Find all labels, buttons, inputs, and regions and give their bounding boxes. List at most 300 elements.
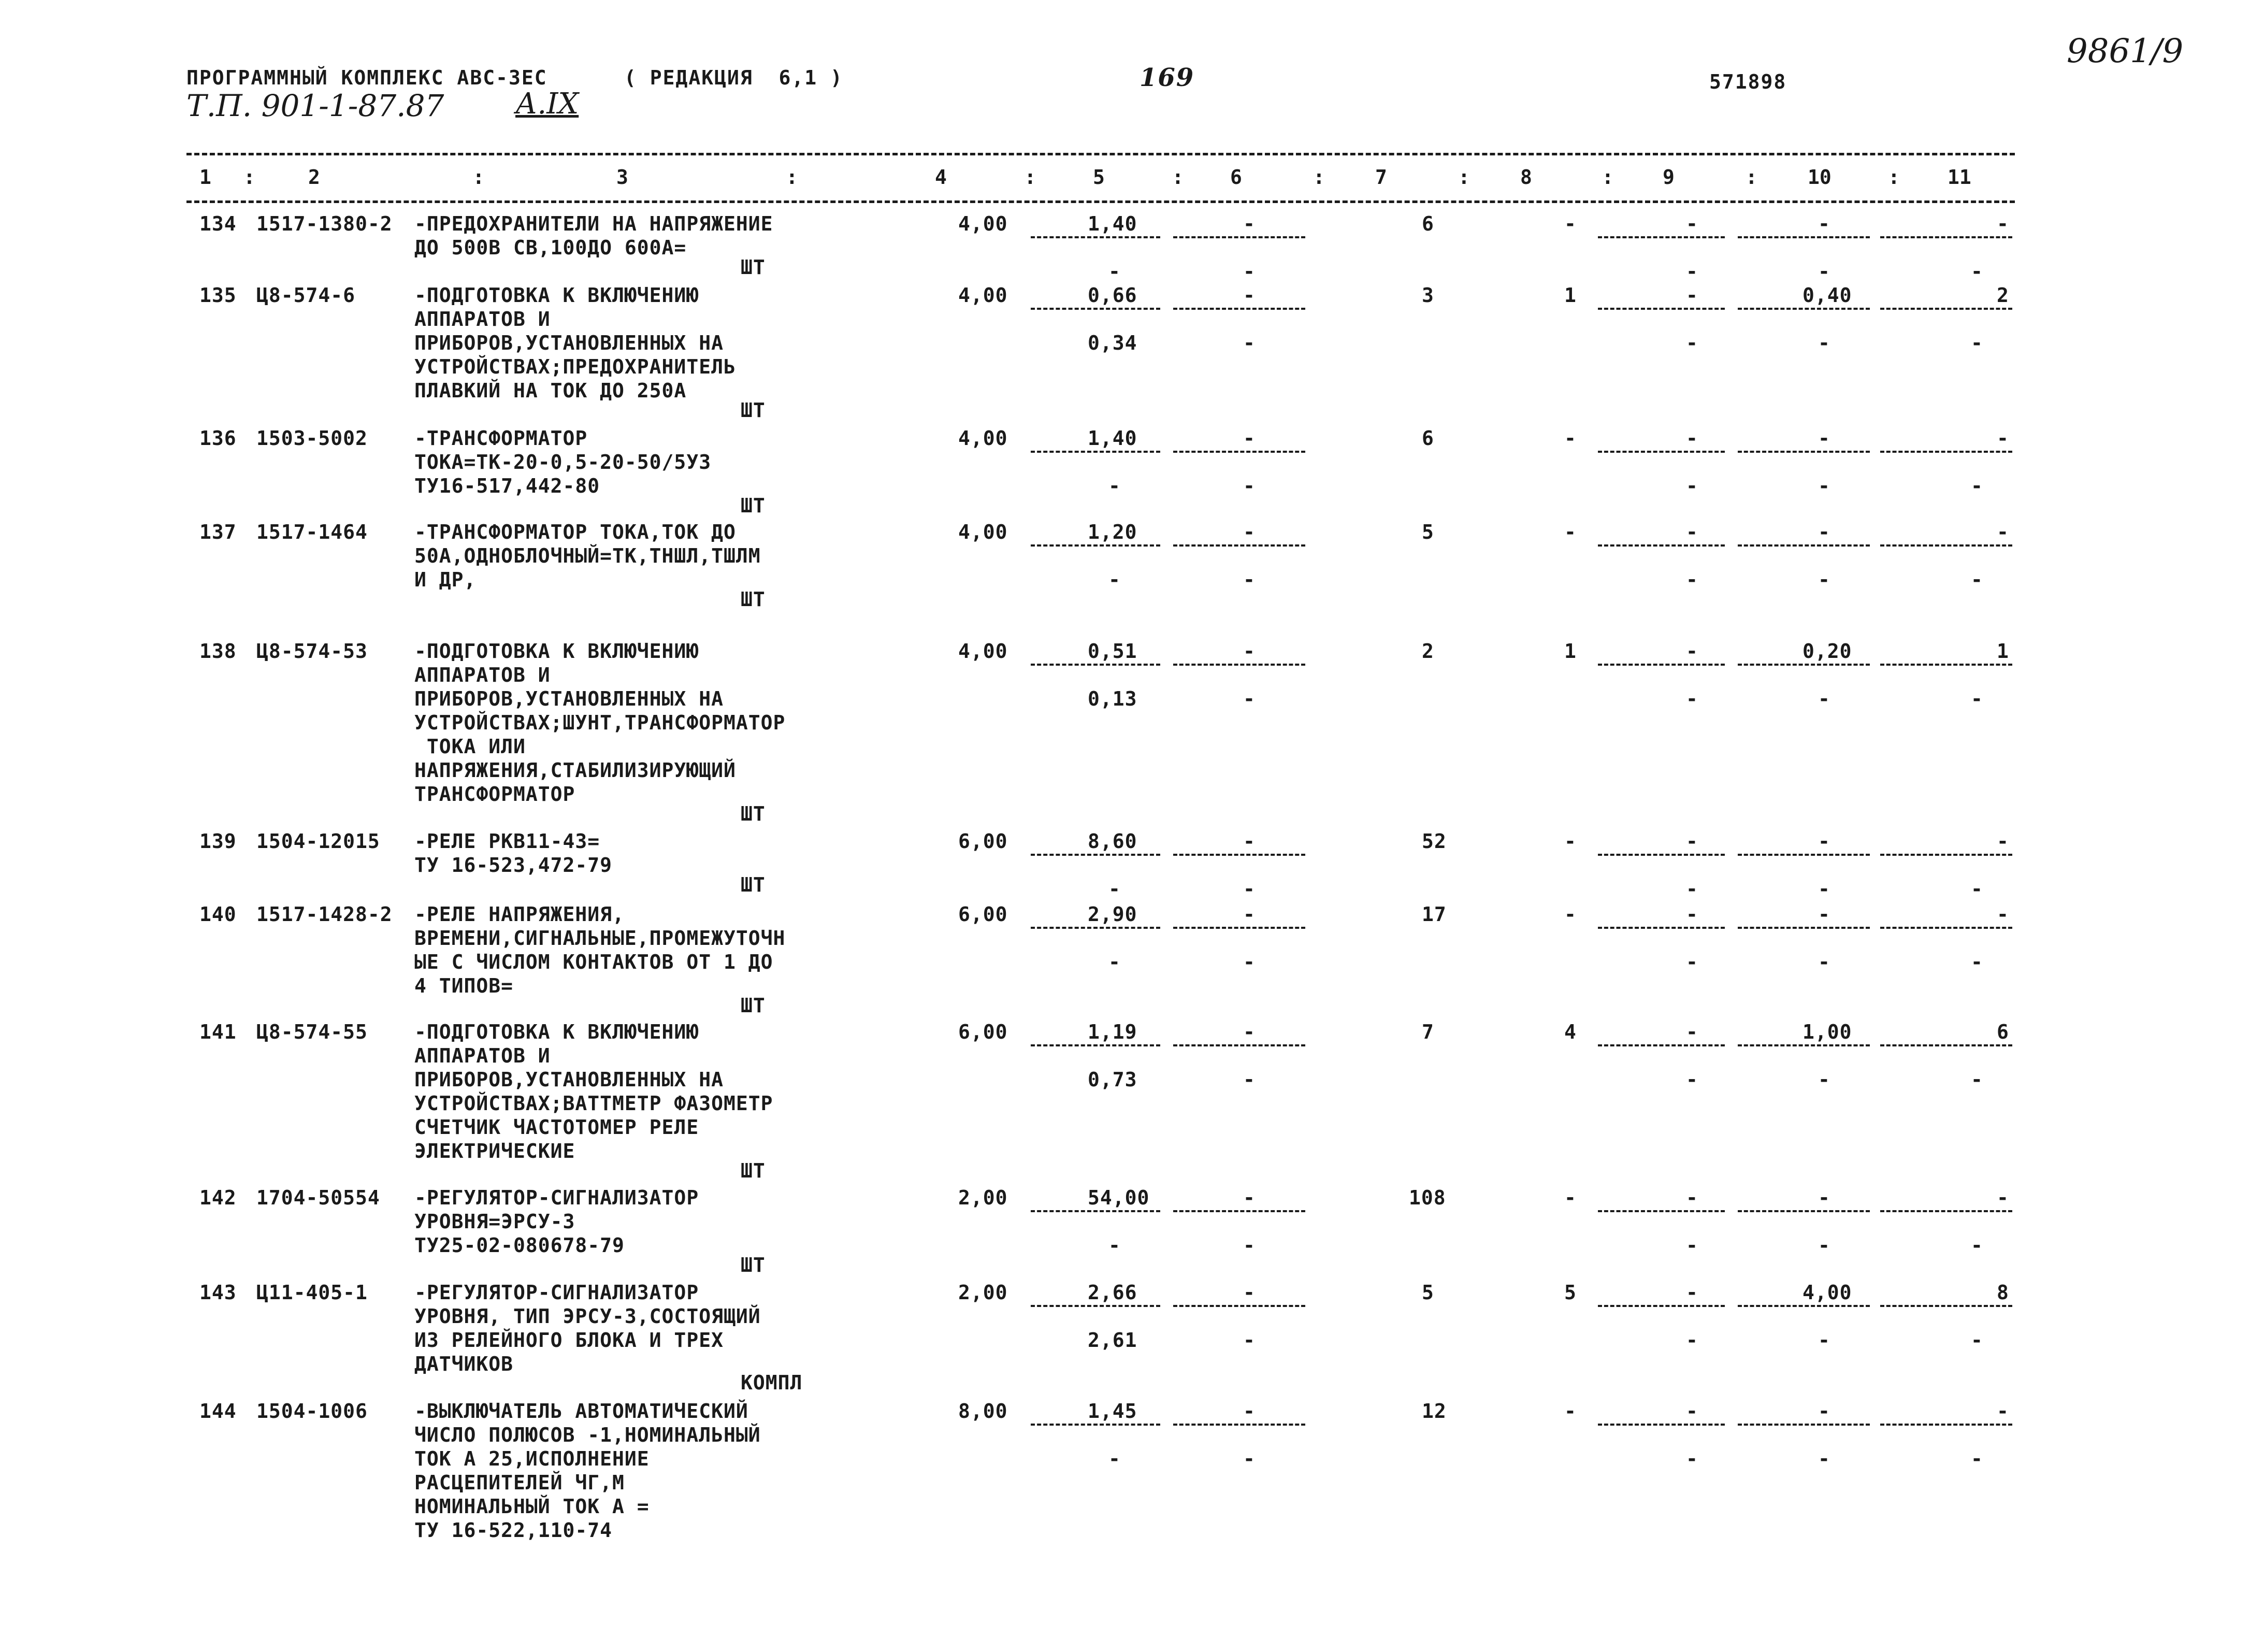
col7-value: 2 — [1422, 640, 1434, 663]
col6-top: - — [1243, 830, 1256, 853]
col6-top: - — [1243, 212, 1256, 235]
col5-bottom: - — [1108, 1447, 1121, 1470]
col5-top: 2,66 — [1088, 1281, 1137, 1304]
col7-value: 7 — [1422, 1021, 1434, 1043]
column-header-8: 8 — [1520, 166, 1532, 189]
col6-bottom: - — [1243, 1329, 1256, 1352]
column-divider: : — [786, 166, 798, 189]
col10-bottom: - — [1818, 475, 1830, 497]
column-header-11: 11 — [1948, 166, 1971, 189]
col6-top: - — [1243, 427, 1256, 450]
col5-bottom: - — [1108, 568, 1121, 591]
cell-rule — [1738, 544, 1870, 547]
col9-top: - — [1686, 1186, 1698, 1209]
col11-top: - — [1997, 427, 2009, 450]
col9-top: - — [1686, 1021, 1698, 1043]
row-number: 136 — [199, 427, 237, 450]
cell-rule — [1598, 236, 1725, 238]
row-code: 1517-1380-2 — [256, 212, 393, 235]
cell-rule — [1031, 1044, 1160, 1046]
col7-value: 6 — [1422, 212, 1434, 235]
column-divider: : — [1746, 166, 1757, 189]
col8-value: - — [1564, 830, 1577, 853]
row-description-line: РАСЦЕПИТЕЛЕЙ ЧГ,М — [414, 1471, 625, 1494]
row-description-line: ТУ 16-522,110-74 — [414, 1519, 613, 1542]
col9-bottom: - — [1686, 568, 1698, 591]
col10-bottom: - — [1818, 260, 1830, 283]
row-description-line: ЭЛЕКТРИЧЕСКИЕ — [414, 1140, 575, 1162]
cell-rule — [1031, 927, 1160, 929]
col11-top: - — [1997, 1400, 2009, 1423]
row-number: 143 — [199, 1281, 237, 1304]
col9-top: - — [1686, 1400, 1698, 1423]
column-header-9: 9 — [1663, 166, 1675, 189]
column-divider: : — [1313, 166, 1325, 189]
row-number: 140 — [199, 903, 237, 926]
col6-top: - — [1243, 1281, 1256, 1304]
cell-rule — [1031, 451, 1160, 453]
cell-rule — [1173, 451, 1305, 453]
cell-rule — [1738, 664, 1870, 666]
column-header-2: 2 — [308, 166, 320, 189]
col11-top: 8 — [1997, 1281, 2009, 1304]
cell-rule — [1173, 927, 1305, 929]
row-description-line: -ПОДГОТОВКА К ВКЛЮЧЕНИЮ — [414, 640, 699, 663]
table-header-rule — [186, 200, 2015, 203]
archive-stamp: 9861/9 — [2067, 32, 2184, 70]
column-divider: : — [472, 166, 485, 189]
col10-bottom: - — [1818, 687, 1830, 710]
col4-value: 4,00 — [958, 212, 1008, 235]
col6-top: - — [1243, 640, 1256, 663]
cell-rule — [1031, 544, 1160, 547]
row-number: 141 — [199, 1021, 237, 1043]
column-header-6: 6 — [1230, 166, 1242, 189]
col8-value: 1 — [1564, 640, 1577, 663]
cell-rule — [1031, 1424, 1160, 1426]
column-header-10: 10 — [1808, 166, 1832, 189]
row-description-line: ТОКА=ТК-20-0,5-20-50/5У3 — [414, 451, 712, 473]
album-label: А.IX — [515, 87, 579, 121]
col4-value: 4,00 — [958, 427, 1008, 450]
row-unit: ШТ — [741, 1159, 766, 1182]
col11-bottom: - — [1971, 878, 1983, 900]
cell-rule — [1598, 664, 1725, 666]
col11-top: 2 — [1997, 284, 2009, 307]
col7-value: 17 — [1422, 903, 1447, 926]
column-header-1: 1 — [199, 166, 211, 189]
row-description-line: ПЛАВКИЙ НА ТОК ДО 250А — [414, 379, 687, 402]
cell-rule — [1031, 236, 1160, 238]
col9-top: - — [1686, 830, 1698, 853]
row-description-line: ДО 500В СВ,100ДО 600А= — [414, 236, 687, 259]
row-unit: ШТ — [741, 994, 766, 1017]
row-description-line: ТОКА ИЛИ — [414, 735, 526, 758]
col5-top: 1,40 — [1088, 427, 1137, 450]
col4-value: 8,00 — [958, 1400, 1008, 1423]
row-unit: ШТ — [741, 256, 766, 279]
cell-rule — [1173, 1424, 1305, 1426]
col6-bottom: - — [1243, 568, 1256, 591]
table-top-rule — [186, 153, 2015, 155]
col9-bottom: - — [1686, 260, 1698, 283]
cell-rule — [1880, 1305, 2012, 1307]
col5-top: 2,90 — [1088, 903, 1137, 926]
cell-rule — [1880, 1210, 2012, 1212]
row-description-line: -ТРАНСФОРМАТОР — [414, 427, 588, 450]
row-description-line: И ДР, — [414, 568, 477, 591]
col11-top: - — [1997, 903, 2009, 926]
col4-value: 6,00 — [958, 1021, 1008, 1043]
col10-top: - — [1818, 1186, 1830, 1209]
cell-rule — [1738, 1305, 1870, 1307]
row-number: 135 — [199, 284, 237, 307]
column-divider: : — [1024, 166, 1036, 189]
row-unit: ШТ — [741, 588, 766, 611]
col6-top: - — [1243, 903, 1256, 926]
cell-rule — [1173, 854, 1305, 856]
row-description-line: УСТРОЙСТВАХ;ВАТТМЕТР ФАЗОМЕТР — [414, 1092, 773, 1115]
cell-rule — [1738, 1424, 1870, 1426]
cell-rule — [1880, 664, 2012, 666]
cell-rule — [1173, 1210, 1305, 1212]
row-description-line: АППАРАТОВ И — [414, 664, 551, 686]
col6-bottom: - — [1243, 1234, 1256, 1257]
row-unit: ШТ — [741, 1254, 766, 1276]
col5-top: 54,00 — [1088, 1186, 1150, 1209]
col10-top: - — [1818, 903, 1830, 926]
col8-value: - — [1564, 212, 1577, 235]
cell-rule — [1738, 854, 1870, 856]
row-code: Ц11-405-1 — [256, 1281, 368, 1304]
col10-bottom: - — [1818, 878, 1830, 900]
col11-bottom: - — [1971, 1234, 1983, 1257]
cell-rule — [1880, 927, 2012, 929]
col8-value: 5 — [1564, 1281, 1577, 1304]
page-number: 169 — [1140, 63, 1195, 92]
col8-value: 4 — [1564, 1021, 1577, 1043]
col11-top: 1 — [1997, 640, 2009, 663]
row-description-line: ЧИСЛО ПОЛЮСОВ -1,НОМИНАЛЬНЫЙ — [414, 1424, 761, 1446]
col9-top: - — [1686, 1281, 1698, 1304]
col5-bottom: 0,13 — [1088, 687, 1137, 710]
col6-bottom: - — [1243, 1447, 1256, 1470]
col4-value: 4,00 — [958, 521, 1008, 543]
col5-bottom: - — [1108, 475, 1121, 497]
column-header-7: 7 — [1375, 166, 1387, 189]
row-description-line: -ВЫКЛЮЧАТЕЛЬ АВТОМАТИЧЕСКИЙ — [414, 1400, 748, 1423]
cell-rule — [1173, 664, 1305, 666]
col4-value: 4,00 — [958, 640, 1008, 663]
col7-value: 6 — [1422, 427, 1434, 450]
cell-rule — [1738, 927, 1870, 929]
col9-top: - — [1686, 284, 1698, 307]
cell-rule — [1031, 1305, 1160, 1307]
row-description-line: -РЕЛЕ НАПРЯЖЕНИЯ, — [414, 903, 625, 926]
col10-top: 1,00 — [1802, 1021, 1852, 1043]
col5-bottom: 0,73 — [1088, 1068, 1137, 1091]
cell-rule — [1880, 236, 2012, 238]
row-code: 1704-50554 — [256, 1186, 380, 1209]
row-number: 134 — [199, 212, 237, 235]
cell-rule — [1880, 1424, 2012, 1426]
col10-top: - — [1818, 427, 1830, 450]
row-description-line: ПРИБОРОВ,УСТАНОВЛЕННЫХ НА — [414, 1068, 724, 1091]
row-code: 1503-5002 — [256, 427, 368, 450]
row-number: 137 — [199, 521, 237, 543]
col11-bottom: - — [1971, 1068, 1983, 1091]
row-description-line: ВРЕМЕНИ,СИГНАЛЬНЫЕ,ПРОМЕЖУТОЧН — [414, 927, 786, 950]
col10-bottom: - — [1818, 1447, 1830, 1470]
col10-bottom: - — [1818, 1068, 1830, 1091]
row-code: 1504-1006 — [256, 1400, 368, 1423]
col4-value: 2,00 — [958, 1186, 1008, 1209]
row-description-line: ТУ25-02-080678-79 — [414, 1234, 625, 1257]
col9-bottom: - — [1686, 475, 1698, 497]
col5-bottom: 0,34 — [1088, 332, 1137, 354]
col10-bottom: - — [1818, 1329, 1830, 1352]
cell-rule — [1598, 308, 1725, 310]
row-code: 1504-12015 — [256, 830, 380, 853]
row-code: Ц8-574-55 — [256, 1021, 368, 1043]
row-description-line: ТУ 16-523,472-79 — [414, 854, 613, 877]
col6-bottom: - — [1243, 475, 1256, 497]
row-unit: ШТ — [741, 399, 766, 422]
row-description-line: -ПОДГОТОВКА К ВКЛЮЧЕНИЮ — [414, 1021, 699, 1043]
row-description-line: ТРАНСФОРМАТОР — [414, 783, 575, 806]
cell-rule — [1598, 451, 1725, 453]
row-number: 142 — [199, 1186, 237, 1209]
col4-value: 6,00 — [958, 830, 1008, 853]
col9-bottom: - — [1686, 951, 1698, 973]
col9-bottom: - — [1686, 1234, 1698, 1257]
col10-top: - — [1818, 830, 1830, 853]
col6-top: - — [1243, 1400, 1256, 1423]
col11-top: 6 — [1997, 1021, 2009, 1043]
col6-top: - — [1243, 284, 1256, 307]
cell-rule — [1598, 544, 1725, 547]
cell-rule — [1598, 927, 1725, 929]
col11-bottom: - — [1971, 951, 1983, 973]
program-title: ПРОГРАММНЫЙ КОМПЛЕКС АВС-3ЕС — [186, 66, 547, 89]
row-description-line: АППАРАТОВ И — [414, 1044, 551, 1067]
col5-top: 1,45 — [1088, 1400, 1137, 1423]
col6-bottom: - — [1243, 260, 1256, 283]
col11-top: - — [1997, 1186, 2009, 1209]
cell-rule — [1738, 451, 1870, 453]
column-header-5: 5 — [1093, 166, 1105, 189]
row-number: 139 — [199, 830, 237, 853]
col7-value: 12 — [1422, 1400, 1447, 1423]
row-unit: ШТ — [741, 802, 766, 825]
cell-rule — [1598, 1305, 1725, 1307]
row-number: 144 — [199, 1400, 237, 1423]
col8-value: - — [1564, 427, 1577, 450]
cell-rule — [1031, 1210, 1160, 1212]
col8-value: 1 — [1564, 284, 1577, 307]
col10-bottom: - — [1818, 1234, 1830, 1257]
col7-value: 5 — [1422, 521, 1434, 543]
col9-top: - — [1686, 212, 1698, 235]
col10-bottom: - — [1818, 332, 1830, 354]
col9-bottom: - — [1686, 687, 1698, 710]
row-unit: ШТ — [741, 494, 766, 517]
col7-value: 108 — [1409, 1186, 1446, 1209]
row-description-line: 4 ТИПОВ= — [414, 974, 514, 997]
column-divider: : — [1602, 166, 1614, 189]
col4-value: 4,00 — [958, 284, 1008, 307]
row-description-line: 50А,ОДНОБЛОЧНЫЙ=ТК,ТНШЛ,ТШЛМ — [414, 544, 761, 567]
col6-bottom: - — [1243, 1068, 1256, 1091]
row-description-line: -РЕЛЕ РКВ11-43= — [414, 830, 600, 853]
col5-top: 0,66 — [1088, 284, 1137, 307]
row-description-line: ПРИБОРОВ,УСТАНОВЛЕННЫХ НА — [414, 687, 724, 710]
row-description-line: УСТРОЙСТВАХ;ШУНТ,ТРАНСФОРМАТОР — [414, 711, 786, 734]
row-description-line: ТОК А 25,ИСПОЛНЕНИЕ — [414, 1447, 650, 1470]
row-description-line: УРОВНЯ=ЭРСУ-3 — [414, 1210, 575, 1233]
col10-bottom: - — [1818, 568, 1830, 591]
cell-rule — [1173, 236, 1305, 238]
row-code: Ц8-574-53 — [256, 640, 368, 663]
col11-bottom: - — [1971, 475, 1983, 497]
cell-rule — [1738, 1044, 1870, 1046]
cell-rule — [1598, 1424, 1725, 1426]
col9-bottom: - — [1686, 1447, 1698, 1470]
cell-rule — [1031, 308, 1160, 310]
cell-rule — [1738, 236, 1870, 238]
row-code: 1517-1428-2 — [256, 903, 393, 926]
row-description-line: ДАТЧИКОВ — [414, 1353, 514, 1375]
col10-top: 0,40 — [1802, 284, 1852, 307]
col10-top: 0,20 — [1802, 640, 1852, 663]
cell-rule — [1738, 1210, 1870, 1212]
row-unit: ШТ — [741, 873, 766, 896]
col5-top: 1,19 — [1088, 1021, 1137, 1043]
row-number: 138 — [199, 640, 237, 663]
cell-rule — [1173, 308, 1305, 310]
col8-value: - — [1564, 1400, 1577, 1423]
col10-top: - — [1818, 212, 1830, 235]
cell-rule — [1880, 544, 2012, 547]
col9-bottom: - — [1686, 1329, 1698, 1352]
cell-rule — [1738, 308, 1870, 310]
col11-bottom: - — [1971, 260, 1983, 283]
col11-top: - — [1997, 830, 2009, 853]
col6-top: - — [1243, 1186, 1256, 1209]
col6-bottom: - — [1243, 951, 1256, 973]
column-header-3: 3 — [616, 166, 628, 189]
doc-reference: Т.П. 901-1-87.87 — [186, 88, 444, 123]
cell-rule — [1031, 854, 1160, 856]
col4-value: 2,00 — [958, 1281, 1008, 1304]
col5-top: 1,20 — [1088, 521, 1137, 543]
col11-bottom: - — [1971, 568, 1983, 591]
col8-value: - — [1564, 1186, 1577, 1209]
row-description-line: ЫЕ С ЧИСЛОМ КОНТАКТОВ ОТ 1 ДО — [414, 951, 773, 973]
row-description-line: АППАРАТОВ И — [414, 308, 551, 331]
col8-value: - — [1564, 521, 1577, 543]
edition-label: ( РЕДАКЦИЯ 6,1 ) — [624, 66, 843, 89]
col9-top: - — [1686, 903, 1698, 926]
row-description-line: -ТРАНСФОРМАТОР ТОКА,ТОК ДО — [414, 521, 736, 543]
row-description-line: -РЕГУЛЯТОР-СИГНАЛИЗАТОР — [414, 1186, 699, 1209]
cell-rule — [1598, 1210, 1725, 1212]
col8-value: - — [1564, 903, 1577, 926]
col5-bottom: 2,61 — [1088, 1329, 1137, 1352]
row-description-line: -РЕГУЛЯТОР-СИГНАЛИЗАТОР — [414, 1281, 699, 1304]
col5-bottom: - — [1108, 260, 1121, 283]
cell-rule — [1173, 1044, 1305, 1046]
col9-top: - — [1686, 640, 1698, 663]
col10-top: 4,00 — [1802, 1281, 1852, 1304]
col4-value: 6,00 — [958, 903, 1008, 926]
col6-top: - — [1243, 521, 1256, 543]
col5-bottom: - — [1108, 951, 1121, 973]
col11-bottom: - — [1971, 1329, 1983, 1352]
col5-top: 0,51 — [1088, 640, 1137, 663]
col5-top: 8,60 — [1088, 830, 1137, 853]
column-divider: : — [1458, 166, 1470, 189]
row-description-line: НАПРЯЖЕНИЯ,СТАБИЛИЗИРУЮЩИЙ — [414, 759, 736, 782]
col9-top: - — [1686, 521, 1698, 543]
col6-bottom: - — [1243, 332, 1256, 354]
cell-rule — [1598, 1044, 1725, 1046]
column-divider: : — [1172, 166, 1184, 189]
row-description-line: УРОВНЯ, ТИП ЭРСУ-3,СОСТОЯЩИЙ — [414, 1305, 761, 1328]
col6-top: - — [1243, 1021, 1256, 1043]
col7-value: 5 — [1422, 1281, 1434, 1304]
col10-bottom: - — [1818, 951, 1830, 973]
row-description-line: НОМИНАЛЬНЫЙ ТОК А = — [414, 1495, 650, 1518]
col5-top: 1,40 — [1088, 212, 1137, 235]
cell-rule — [1880, 1044, 2012, 1046]
column-divider: : — [1888, 166, 1900, 189]
col11-top: - — [1997, 521, 2009, 543]
col5-bottom: - — [1108, 1234, 1121, 1257]
row-unit: КОМПЛ — [741, 1371, 803, 1394]
cell-rule — [1598, 854, 1725, 856]
cell-rule — [1173, 544, 1305, 547]
document-code: 571898 — [1709, 70, 1787, 93]
col11-bottom: - — [1971, 332, 1983, 354]
row-description-line: ИЗ РЕЛЕЙНОГО БЛОКА И ТРЕХ — [414, 1329, 724, 1352]
row-description-line: -ПРЕДОХРАНИТЕЛИ НА НАПРЯЖЕНИЕ — [414, 212, 773, 235]
row-description-line: ТУ16-517,442-80 — [414, 475, 600, 497]
col9-top: - — [1686, 427, 1698, 450]
col11-bottom: - — [1971, 687, 1983, 710]
cell-rule — [1880, 854, 2012, 856]
col6-bottom: - — [1243, 878, 1256, 900]
col9-bottom: - — [1686, 878, 1698, 900]
col10-top: - — [1818, 1400, 1830, 1423]
col7-value: 52 — [1422, 830, 1447, 853]
row-code: 1517-1464 — [256, 521, 368, 543]
row-description-line: УСТРОЙСТВАХ;ПРЕДОХРАНИТЕЛЬ — [414, 355, 736, 378]
cell-rule — [1031, 664, 1160, 666]
col6-bottom: - — [1243, 687, 1256, 710]
col5-bottom: - — [1108, 878, 1121, 900]
row-description-line: СЧЕТЧИК ЧАСТОТОМЕР РЕЛЕ — [414, 1116, 699, 1139]
col7-value: 3 — [1422, 284, 1434, 307]
row-description-line: -ПОДГОТОВКА К ВКЛЮЧЕНИЮ — [414, 284, 699, 307]
row-description-line: ПРИБОРОВ,УСТАНОВЛЕННЫХ НА — [414, 332, 724, 354]
cell-rule — [1880, 451, 2012, 453]
col10-top: - — [1818, 521, 1830, 543]
col9-bottom: - — [1686, 1068, 1698, 1091]
row-code: Ц8-574-6 — [256, 284, 356, 307]
cell-rule — [1173, 1305, 1305, 1307]
col11-top: - — [1997, 212, 2009, 235]
